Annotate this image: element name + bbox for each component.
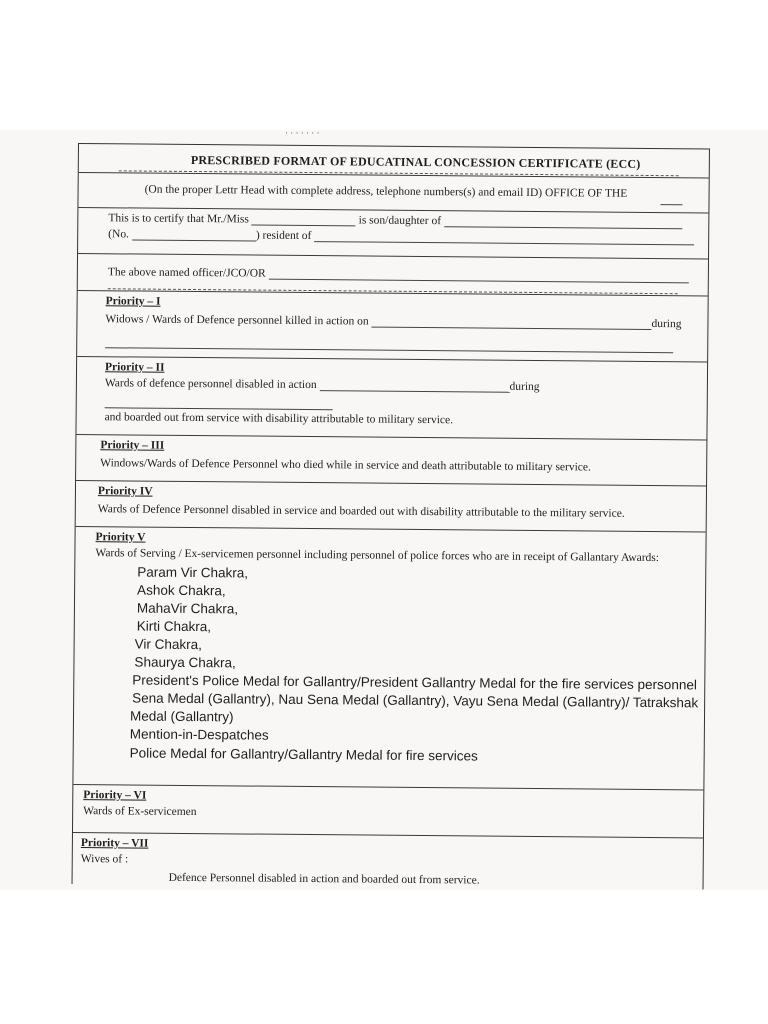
- officer-text: The above named officer/JCO/OR: [107, 266, 266, 280]
- priority-1: [77, 290, 708, 361]
- top-fragment: · · · · · · ·: [285, 128, 320, 138]
- priority-5-text: Wards of Serving / Ex-servicemen personnel including personnel of police forces who are in receipt of Gallantary Awards:: [95, 547, 660, 565]
- date-blank: [371, 317, 651, 330]
- priority-2-line: [105, 377, 540, 393]
- priority-6-heading: Priority – VI: [83, 789, 147, 802]
- parent-blank: [444, 216, 682, 229]
- priority-5: [73, 526, 705, 789]
- award-item: Vir Chakra,: [134, 636, 202, 653]
- priority-4: [76, 480, 706, 531]
- form-title: PRESCRIBED FORMAT OF EDUCATINAL CONCESSION CERTIFICATE (ECC): [190, 152, 641, 171]
- priority-6-text: Wards of Ex-servicemen: [83, 805, 197, 819]
- priority-2-suffix: during: [509, 380, 540, 394]
- priority-5-heading: Priority V: [95, 531, 146, 544]
- priority-3-heading: Priority – III: [100, 439, 165, 452]
- priority-2-heading: Priority – II: [104, 361, 165, 374]
- priority-1-line: [105, 313, 681, 330]
- priority-7-text: Wives of :: [80, 853, 129, 866]
- priority-1-heading: Priority – I: [105, 295, 161, 308]
- priority-4-text: Wards of Defence Personnel disabled in service and boarded out with disability attributable to the military service.: [97, 503, 625, 520]
- officer-line: [108, 266, 689, 283]
- priority-2: [76, 356, 707, 439]
- priority-2-text-2: and boarded out from service with disability attributable to military service.: [104, 411, 454, 427]
- resident-text: ) resident of: [255, 229, 312, 243]
- certify-text-b: is son/daughter of: [358, 214, 442, 228]
- priority-3-text: Windows/Wards of Defence Personnel who died while in service and death attributable to military service.: [100, 457, 591, 474]
- certify-row: [78, 207, 708, 259]
- award-item: Mention-in-Despatches: [129, 726, 269, 743]
- priority-2-text: Wards of defence personnel disabled in action: [104, 377, 317, 392]
- priority-3: [76, 434, 706, 485]
- number-prefix: (No.: [108, 228, 130, 241]
- award-item: Ashok Chakra,: [137, 582, 226, 599]
- priority-1-text: Widows / Wards of Defence personnel killed in action on: [105, 313, 369, 328]
- award-item: Sena Medal (Gallantry), Nau Sena Medal (Gallantry), Vayu Sena Medal (Gallantry)/ Tatrakshak: [132, 690, 699, 711]
- priority-2-blank-line: [105, 407, 333, 410]
- priority-7-heading: Priority – VII: [80, 837, 149, 850]
- officer-row: [78, 253, 708, 295]
- number-blank: [132, 229, 256, 241]
- certify-line-2: [108, 228, 694, 245]
- residence-blank: [314, 231, 694, 245]
- award-item: Medal (Gallantry): [129, 708, 234, 725]
- certify-text-a: This is to certify that Mr./Miss: [108, 212, 249, 226]
- award-item: MahaVir Chakra,: [136, 600, 239, 617]
- priority-6: [73, 784, 703, 837]
- award-item: Shaurya Chakra,: [134, 654, 236, 671]
- award-item: Police Medal for Gallantry/Gallantry Medal for fire services: [129, 745, 478, 764]
- priority-1-suffix: during: [651, 318, 682, 331]
- priority-4-heading: Priority IV: [97, 485, 153, 498]
- name-blank: [252, 215, 356, 227]
- priority-7: [73, 832, 703, 890]
- action-blank: [319, 380, 509, 393]
- officer-blank: [269, 269, 689, 284]
- priority-7-text-2: Defence Personnel disabled in action and boarded out from service.: [168, 871, 480, 887]
- award-item: President's Police Medal for Gallantry/President Gallantry Medal for the fire services personnel: [132, 672, 697, 693]
- award-item: Param Vir Chakra,: [137, 564, 249, 581]
- office-blank: [660, 204, 682, 205]
- award-item: Kirti Chakra,: [136, 618, 212, 635]
- certificate-form: [72, 143, 710, 889]
- priority-1-blank-line: [105, 347, 673, 353]
- certify-line-1: [108, 212, 682, 229]
- form-subtitle: (On the proper Lettr Head with complete address, telephone numbers(s) and email ID) OFFICE OF THE: [144, 183, 628, 200]
